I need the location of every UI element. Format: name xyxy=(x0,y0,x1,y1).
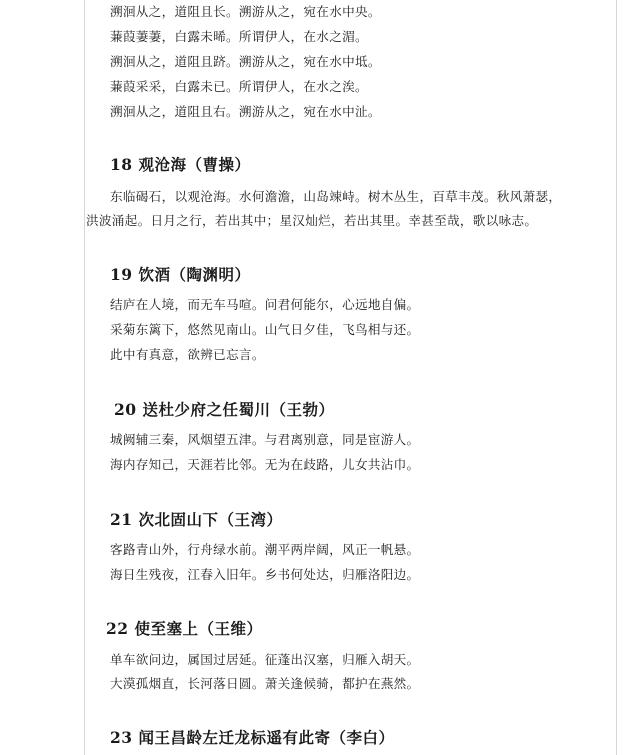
poem-heading: 22 使至塞上（王维） xyxy=(106,619,263,638)
poem-line: 溯洄从之，道阻且跻。溯游从之，宛在水中坻。 xyxy=(110,54,381,69)
poem-line: 单车欲问边，属国过居延。征蓬出汉塞，归雁入胡天。 xyxy=(110,652,420,667)
poem-line: 洪波涌起。日月之行，若出其中；星汉灿烂，若出其里。幸甚至哉，歌以咏志。 xyxy=(86,213,538,228)
poem-line: 东临碣石，以观沧海。水何澹澹，山岛竦峙。树木丛生，百草丰茂。秋风萧瑟， xyxy=(110,189,562,204)
poem-heading: 23 闻王昌龄左迁龙标遥有此寄（李白） xyxy=(110,728,395,747)
poem-line: 蒹葭采采，白露未已。所谓伊人，在水之涘。 xyxy=(110,79,368,94)
poem-heading: 18 观沧海（曹操） xyxy=(110,155,251,174)
poem-line: 客路青山外，行舟绿水前。潮平两岸阔，风正一帆悬。 xyxy=(110,542,420,557)
poem-line: 结庐在人境，而无车马喧。问君何能尔，心远地自偏。 xyxy=(110,297,420,312)
poem-line: 蒹葭萋萋，白露未晞。所谓伊人，在水之湄。 xyxy=(110,29,368,44)
left-margin-line xyxy=(84,0,85,755)
poem-line: 海日生残夜，江春入旧年。乡书何处达，归雁洛阳边。 xyxy=(110,567,420,582)
poem-line: 采菊东篱下，悠然见南山。山气日夕佳，飞鸟相与还。 xyxy=(110,322,420,337)
poem-line: 海内存知己，天涯若比邻。无为在歧路，儿女共沾巾。 xyxy=(110,457,420,472)
right-margin-line xyxy=(616,0,617,755)
poem-line: 城阙辅三秦，风烟望五津。与君离别意，同是宦游人。 xyxy=(110,432,420,447)
poem-heading: 20 送杜少府之任蜀川（王勃） xyxy=(114,400,335,419)
poem-line: 溯洄从之，道阻且长。溯游从之，宛在水中央。 xyxy=(110,4,381,19)
poem-heading: 19 饮酒（陶渊明） xyxy=(110,265,251,284)
poem-line: 大漠孤烟直，长河落日圆。萧关逢候骑，都护在燕然。 xyxy=(110,676,420,691)
poem-line: 溯洄从之，道阻且右。溯游从之，宛在水中沚。 xyxy=(110,104,381,119)
poem-heading: 21 次北固山下（王湾） xyxy=(110,510,283,529)
poem-line: 此中有真意，欲辨已忘言。 xyxy=(110,347,265,362)
